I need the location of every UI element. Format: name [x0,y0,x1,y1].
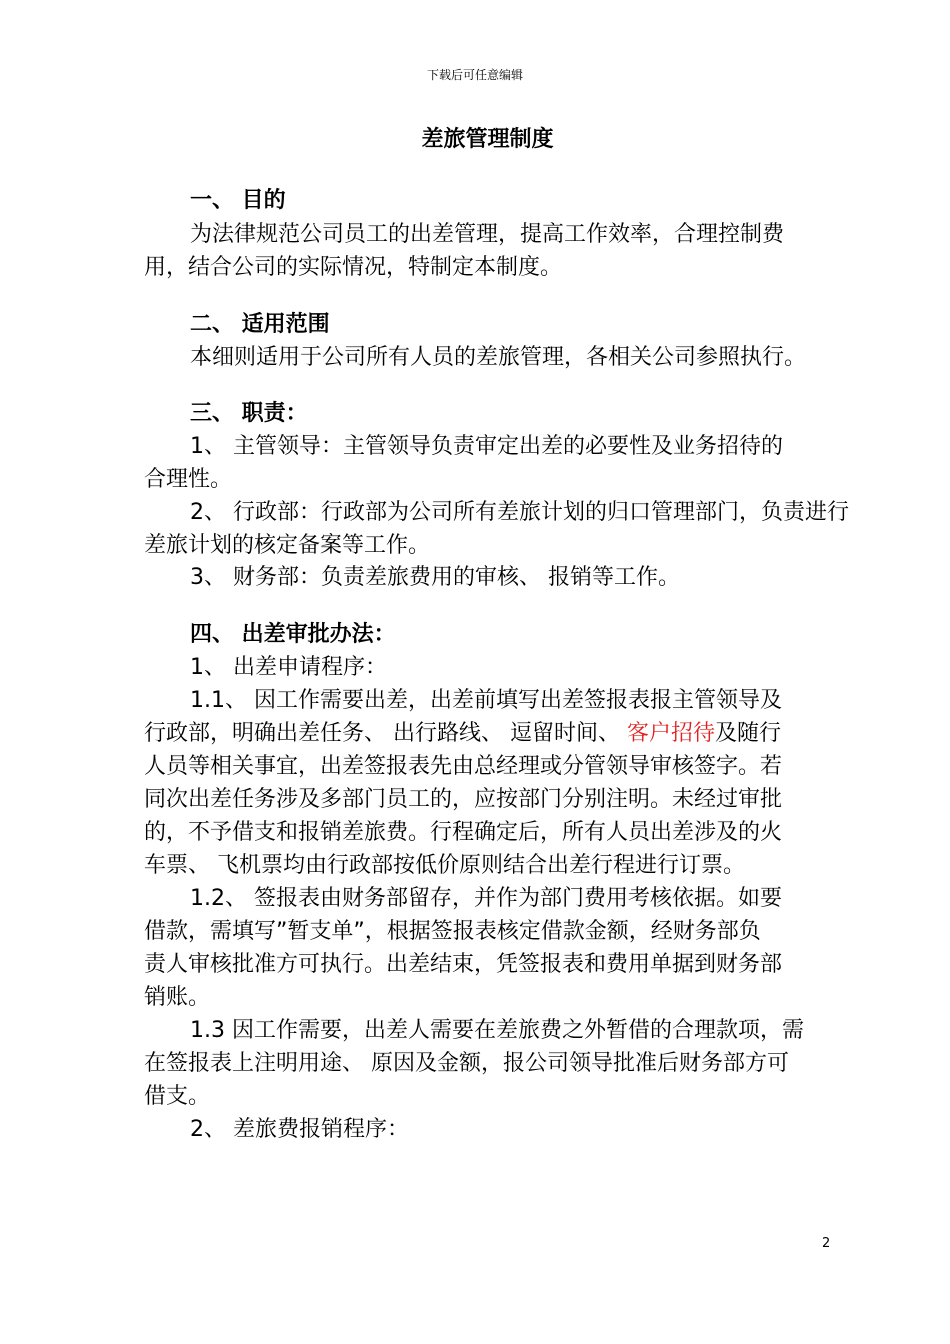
paragraph-line: 责人审核批准方可执行。出差结束，凭签报表和费用单据到财务部 [144,952,783,977]
section-heading-4: 四、 出差审批办法： [190,622,396,647]
paragraph-line: 3、 财务部：负责差旅费用的审核、 报销等工作。 [190,565,680,590]
line-text: 行政部，明确出差任务、 出行路线、 逗留时间、 [144,721,627,746]
document-title: 差旅管理制度 [421,127,554,152]
paragraph-line: 的，不予借支和报销差旅费。行程确定后，所有人员出差涉及的火 [144,820,783,845]
paragraph-line [144,719,781,749]
paragraph-line: 1.1、 因工作需要出差，出差前填写出差签报表报主管领导及 [190,688,782,713]
section-heading-2: 二、 适用范围 [190,312,330,337]
page-number: 2 [822,1236,831,1251]
line-text: 及随行 [715,721,782,746]
section-heading-1: 一、 目的 [190,188,286,213]
paragraph-line: 差旅计划的核定备案等工作。 [144,533,431,558]
paragraph-line: 为法律规范公司员工的出差管理，提高工作效率，合理控制费 [190,222,785,247]
paragraph-line: 同次出差任务涉及多部门员工的，应按部门分别注明。未经过审批 [144,787,783,812]
watermark-text: 下载后可任意编辑 [426,68,523,82]
paragraph-line: 1.2、 签报表由财务部留存，并作为部门费用考核依据。如要 [190,886,782,911]
paragraph-line: 2、 差旅费报销程序： [190,1117,409,1142]
paragraph-line: 借款，需填写”暂支单”，根据签报表核定借款金额，经财务部负 [144,919,761,944]
paragraph-line: 人员等相关事宜，出差签报表先由总经理或分管领导审核签字。若 [144,754,783,779]
paragraph-line: 在签报表上注明用途、 原因及金额，报公司领导批准后财务部方可 [144,1051,789,1076]
paragraph-line: 1、 主管领导：主管领导负责审定出差的必要性及业务招待的 [190,434,783,459]
paragraph-line: 合理性。 [144,467,233,492]
paragraph-line: 借支。 [144,1084,211,1109]
paragraph-line: 用，结合公司的实际情况，特制定本制度。 [144,255,563,280]
highlighted-text: 客户招待 [626,721,715,746]
paragraph-line: 2、 行政部：行政部为公司所有差旅计划的归口管理部门，负责进行 [190,500,849,525]
section-heading-3: 三、 职责： [190,401,308,426]
paragraph-line: 1、 出差申请程序： [190,655,387,680]
paragraph-line: 1.3 因工作需要，出差人需要在差旅费之外暂借的合理款项，需 [190,1018,804,1043]
paragraph-line: 车票、 飞机票均由行政部按低价原则结合出差行程进行订票。 [144,853,745,878]
paragraph-line: 销账。 [144,985,211,1010]
paragraph-line: 本细则适用于公司所有人员的差旅管理，各相关公司参照执行。 [190,345,807,370]
